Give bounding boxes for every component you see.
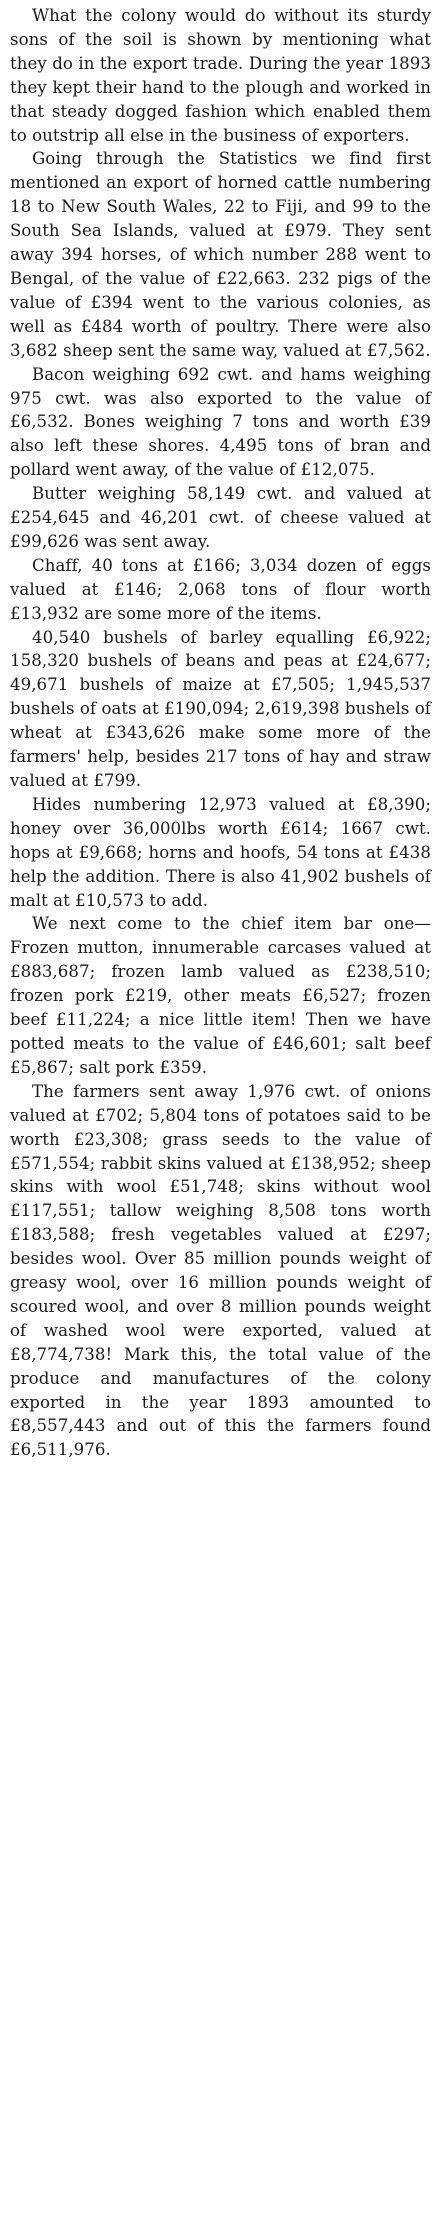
article-paragraph-8: We next come to the chief item bar one—Frozen mutton, innumerable carcases valued at £883,687; frozen lamb valued as £238,510; frozen pork £219, other meats £6,527; frozen beef £11,224; a nice little item! Then we have potted meats to the value of £46,601; salt beef £5,867; salt pork £359.: [10, 914, 431, 1077]
article-paragraph-4: Butter weighing 58,149 cwt. and valued at £254,645 and 46,201 cwt. of cheese valued at £99,626 was sent away.: [10, 484, 431, 551]
article-paragraph-9: The farmers sent away 1,976 cwt. of onions valued at £702; 5,804 tons of potatoes said to be worth £23,308; grass seeds to the value of £571,554; rabbit skins valued at £138,952; sheep skins with wool £51,748; skins without wool £117,551; tallow weighing 8,508 tons worth £183,588; fresh vegetables valued at £297; besides wool. Over 85 million pounds weight of greasy wool, over 16 million pounds weight of scoured wool, and over 8 million pounds weight of washed wool were exported, valued at £8,774,738! Mark this, the total value of the produce and manufactures of the colony exported in the year 1893 amounted to £8,557,443 and out of this the farmers found £6,511,976.: [10, 1081, 431, 1460]
article-paragraph-2: Going through the Statistics we find first mentioned an export of horned cattle numbering 18 to New South Wales, 22 to Fiji, and 99 to the South Sea Islands, valued at £979. They sent away 394 horses, of which number 288 went to Bengal, of the value of £22,663. 232 pigs of the value of £394 went to the various colonies, as well as £484 worth of poultry. There were also 3,682 sheep sent the same way, valued at £7,562.: [10, 149, 431, 360]
article-paragraph-5: Chaff, 40 tons at £166; 3,034 dozen of eggs valued at £146; 2,068 tons of flour worth £13,932 are some more of the items.: [10, 555, 431, 623]
article-paragraph-6: 40,540 bushels of barley equalling £6,922; 158,320 bushels of beans and peas at £24,677; 49,671 bushels of maize at £7,505; 1,945,537 bushels of oats at £190,094; 2,619,398 bushels of wheat at £343,626 make some more of the farmers' help, besides 217 tons of hay and straw valued at £799.: [10, 627, 431, 790]
article-paragraph-1: What the colony would do without its sturdy sons of the soil is shown by mentioning what they do in the export trade. During the year 1893 they kept their hand to the plough and worked in that steady dogged fashion which enabled them to outstrip all else in the business of exporters.: [10, 6, 431, 145]
article-paragraph-7: Hides numbering 12,973 valued at £8,390; honey over 36,000lbs worth £614; 1667 cwt. hops at £9,668; horns and hoofs, 54 tons at £438 help the addition. There is also 41,902 bushels of malt at £10,573 to add.: [10, 794, 431, 910]
article-paragraph-3: Bacon weighing 692 cwt. and hams weighing 975 cwt. was also exported to the value of £6,532. Bones weighing 7 tons and worth £39 also left these shores. 4,495 tons of bran and pollard went away, of the value of £12,075.: [10, 364, 431, 480]
